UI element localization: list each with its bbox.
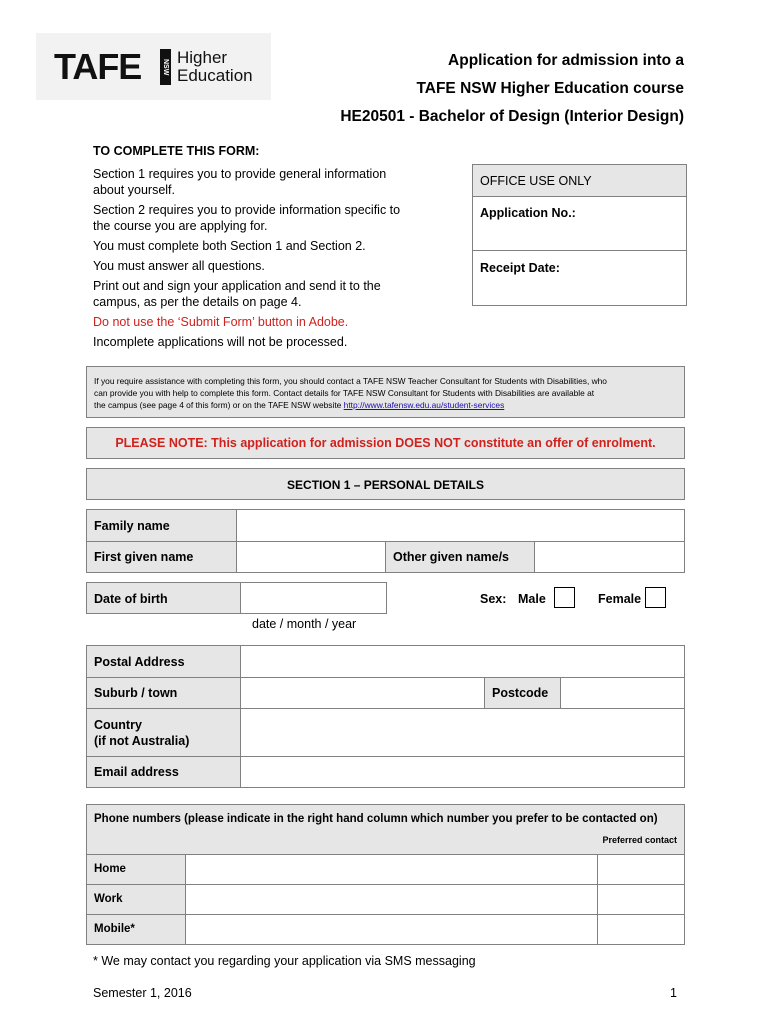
other-given-names-label: Other given name/s [393,550,510,564]
suburb-label-cell [86,677,241,709]
instruction-line: Incomplete applications will not be processed. [93,335,348,349]
country-label: Country [94,718,142,732]
tafe-logo [36,33,271,100]
email-label-cell [86,756,241,788]
postcode-label: Postcode [492,686,549,700]
instruction-line: Section 2 requires you to provide information specific to [93,203,401,217]
male-checkbox[interactable] [554,587,575,608]
section1-header [86,468,685,500]
receipt-date-label: Receipt Date: [480,261,560,275]
other-given-names-label-cell [385,541,535,573]
instruction-line: campus, as per the details on page 4. [93,295,302,309]
email-input[interactable] [240,756,685,788]
preferred-contact-label: Preferred contact [602,835,677,845]
female-label: Female [598,592,642,606]
title-line-3: HE20501 - Bachelor of Design (Interior Design) [340,108,684,125]
please-note-box [86,427,685,459]
instructions-heading: TO COMPLETE THIS FORM: [93,144,260,158]
sms-note: * We may contact you regarding your application via SMS messaging [93,954,476,968]
postcode-label-cell [484,677,561,709]
page-number: 1 [670,986,677,1000]
home-phone-input[interactable] [185,854,598,885]
instruction-line: Print out and sign your application and send it to the [93,279,381,293]
phones-header [86,804,685,855]
suburb-label: Suburb / town [94,686,178,700]
dob-hint: date / month / year [252,617,357,631]
postal-address-label-cell [86,645,241,678]
sex-label: Sex: [480,592,507,606]
assistance-line-3: the campus (see page 4 of this form) or on the TAFE NSW website http://www.tafensw.edu.au/student-services [94,400,505,410]
postal-address-label: Postal Address [94,655,185,669]
work-label: Work [94,893,123,905]
mobile-label: Mobile* [94,923,135,935]
instruction-warning: Do not use the ‘Submit Form’ button in Adobe. [93,315,349,329]
instruction-line: about yourself. [93,183,175,197]
mobile-phone-input[interactable] [185,914,598,945]
logo-nsw: NSW [160,49,171,85]
office-use-header [473,165,686,197]
dob-label-cell [86,582,241,614]
country-sublabel: (if not Australia) [94,734,190,748]
section1-title: SECTION 1 – PERSONAL DETAILS [287,478,484,492]
logo-higher-education: Higher Education [177,48,253,85]
country-input[interactable] [240,708,685,757]
assistance-line-1: If you require assistance with completing this form, you should contact a TAFE NSW Teacher Consultant for Students with Disabilities, who [94,376,607,386]
assistance-line-2: can provide you with help to complete this form. Contact details for TAFE NSW Consultant for Students with Disabilities are available at [94,388,595,398]
phones-heading: Phone numbers (please indicate in the right hand column which number you prefer to be contacted on) [94,813,658,825]
dob-label: Date of birth [94,592,168,606]
postcode-input[interactable] [560,677,685,709]
please-note-text: PLEASE NOTE: This application for admission DOES NOT constitute an offer of enrolment. [115,436,656,450]
mobile-label-cell [86,914,186,945]
suburb-input[interactable] [240,677,485,709]
logo-brand: TAFE [54,46,142,87]
email-label: Email address [94,765,179,779]
first-given-name-input[interactable] [236,541,386,573]
first-given-name-label: First given name [94,550,194,564]
title-line-1: Application for admission into a [448,52,684,69]
instruction-line: Section 1 requires you to provide general information [93,167,387,181]
dob-input[interactable] [240,582,387,614]
mobile-preferred-input[interactable] [597,914,685,945]
work-phone-input[interactable] [185,884,598,915]
home-preferred-input[interactable] [597,854,685,885]
family-name-label: Family name [94,519,170,533]
office-divider [473,250,686,251]
application-no-label: Application No.: [480,206,576,220]
work-preferred-input[interactable] [597,884,685,915]
footer-semester: Semester 1, 2016 [93,986,192,1000]
family-name-input[interactable] [236,509,685,542]
office-use-title: OFFICE USE ONLY [480,174,592,188]
male-label: Male [518,592,546,606]
first-given-name-label-cell [86,541,237,573]
student-services-link[interactable]: http://www.tafensw.edu.au/student-services [343,400,505,410]
postal-address-input[interactable] [240,645,685,678]
home-label-cell [86,854,186,885]
female-checkbox[interactable] [645,587,666,608]
office-use-box [472,164,687,306]
work-label-cell [86,884,186,915]
title-line-2: TAFE NSW Higher Education course [416,80,684,97]
family-name-label-cell [86,509,237,542]
other-given-names-input[interactable] [534,541,685,573]
home-label: Home [94,863,126,875]
instruction-line: You must answer all questions. [93,259,265,273]
assistance-box [86,366,685,418]
country-label-cell [86,708,241,757]
instruction-line: the course you are applying for. [93,219,268,233]
instruction-line: You must complete both Section 1 and Section 2. [93,239,366,253]
